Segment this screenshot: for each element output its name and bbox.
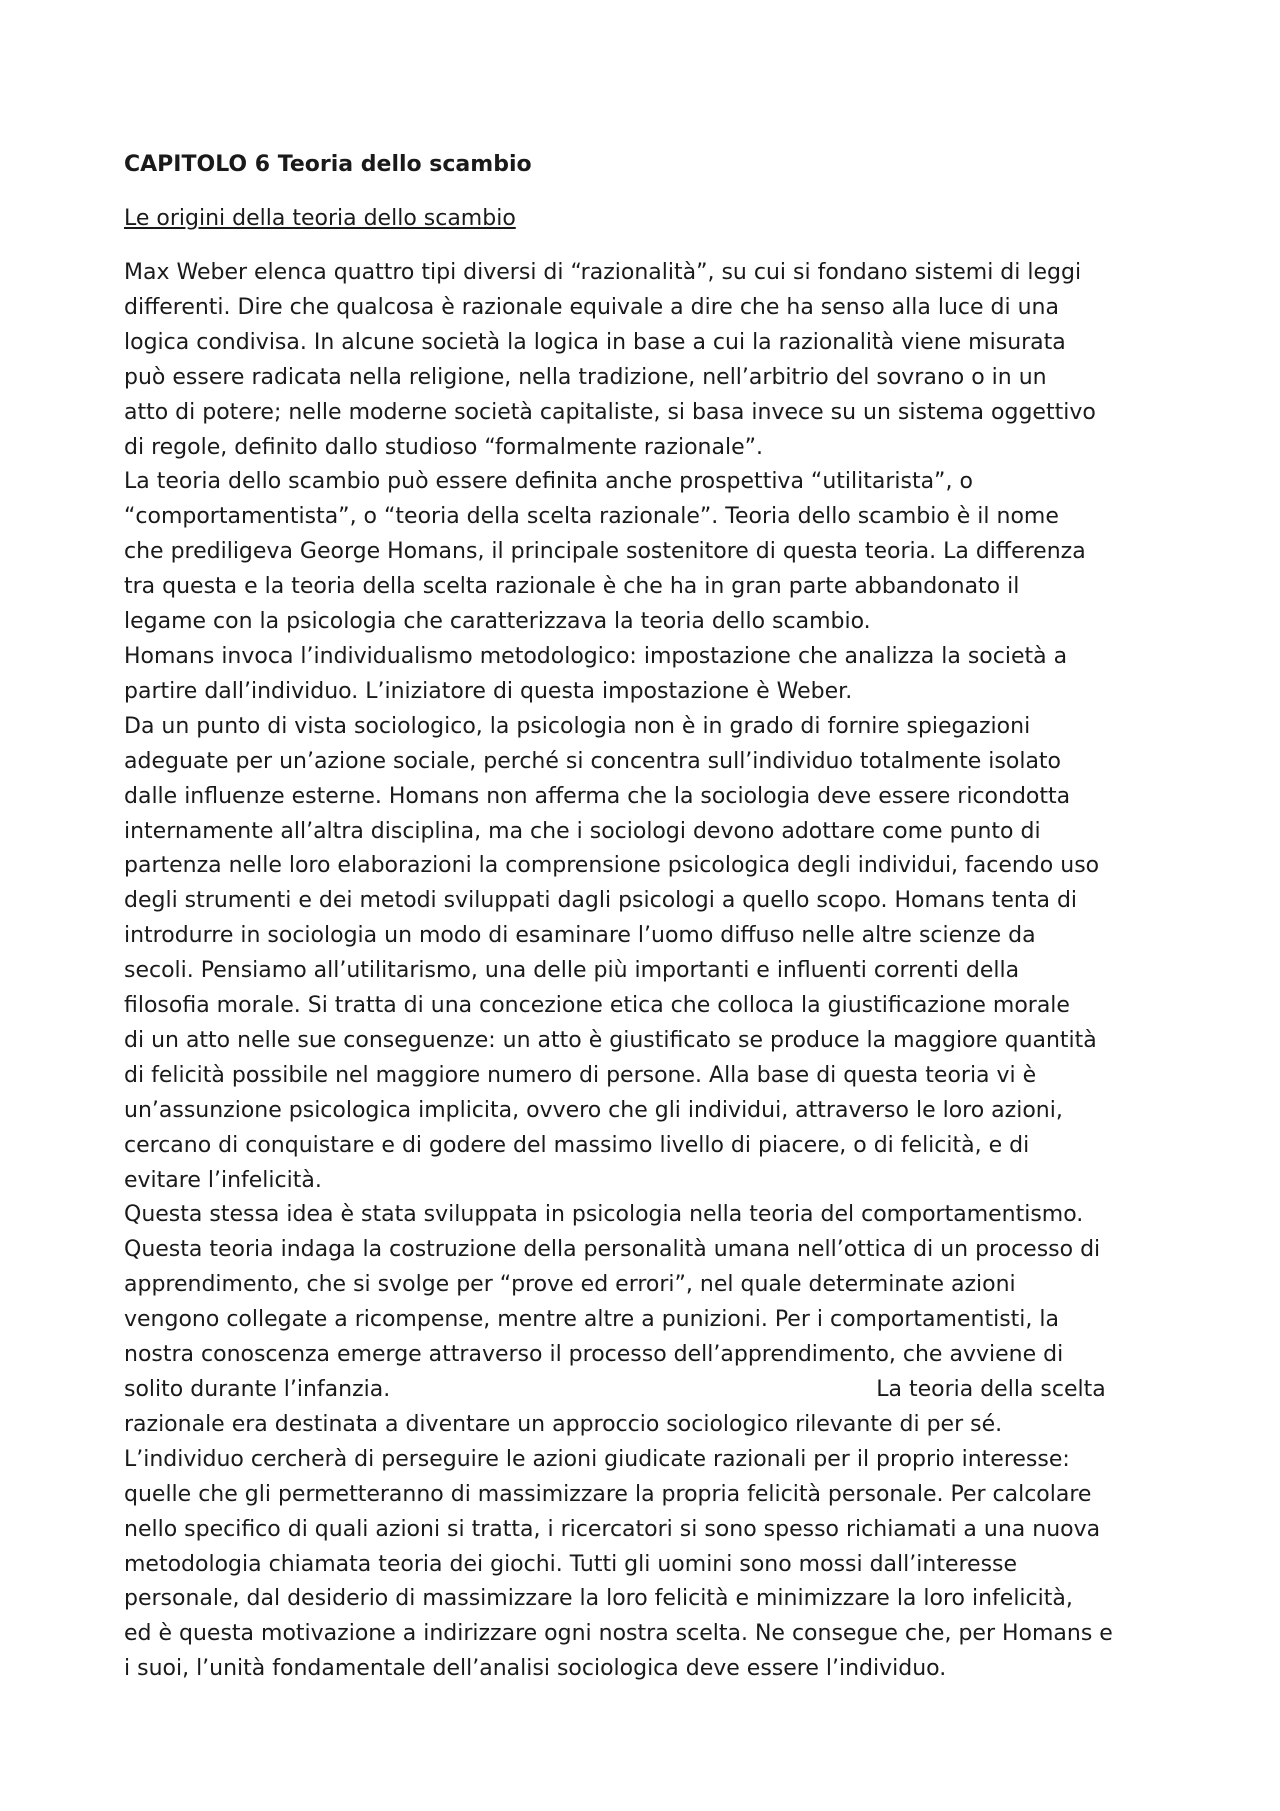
text-line: internamente all’altra disciplina, ma che i sociologi devono adottare come punto di: [124, 818, 1041, 844]
text-line: Max Weber elenca quattro tipi diversi di “razionalità”, su cui si fondano sistemi di leggi: [124, 260, 1082, 285]
text-line: i suoi, l’unità fondamentale dell’analisi sociologica deve essere l’individuo.: [124, 1656, 947, 1682]
text-line: che prediligeva George Homans, il principale sostenitore di questa teoria. La differenza: [124, 539, 1086, 565]
text-line: Da un punto di vista sociologico, la psicologia non è in grado di fornire spiegazioni: [124, 713, 1031, 739]
text-line: introdurre in sociologia un modo di esaminare l’uomo diffuso nelle altre scienze da: [124, 923, 1036, 949]
text-line: partire dall’individuo. L’iniziatore di questa impostazione è Weber.: [124, 678, 853, 704]
text-line: differenti. Dire che qualcosa è razionale equivale a dire che ha senso alla luce di una: [124, 294, 1059, 320]
split-line-left: solito durante l’infanzia.: [124, 1377, 391, 1402]
text-line: L’individuo cercherà di perseguire le azioni giudicate razionali per il proprio interesse:: [124, 1446, 1070, 1472]
text-line: di felicità possibile nel maggiore numero di persone. Alla base di questa teoria vi è: [124, 1062, 1037, 1088]
text-line: un’assunzione psicologica implicita, ovvero che gli individui, attraverso le loro azioni,: [124, 1097, 1063, 1123]
text-line: La teoria dello scambio può essere definita anche prospettiva “utilitarista”, o: [124, 469, 973, 495]
text-line: filosofia morale. Si tratta di una concezione etica che colloca la giustificazione morale: [124, 993, 1070, 1019]
split-text-line: [124, 1373, 1180, 1408]
text-line: ed è questa motivazione a indirizzare ogni nostra scelta. Ne consegue che, per Homans e: [124, 1621, 1113, 1647]
split-line-right: La teoria della scelta: [876, 1377, 1106, 1402]
text-line: quelle che gli permetteranno di massimizzare la propria felicità personale. Per calcolare: [124, 1481, 1092, 1507]
text-line: di regole, definito dallo studioso “formalmente razionale”.: [124, 434, 763, 460]
text-line: logica condivisa. In alcune società la logica in base a cui la razionalità viene misurata: [124, 329, 1066, 355]
text-line: evitare l’infelicità.: [124, 1167, 322, 1193]
text-line: personale, dal desiderio di massimizzare la loro felicità e minimizzare la loro infelicità,: [124, 1586, 1073, 1612]
text-line: Questa stessa idea è stata sviluppata in psicologia nella teoria del comportamentismo.: [124, 1202, 1084, 1228]
body-text: [124, 256, 1180, 1687]
text-line: degli strumenti e dei metodi sviluppati dagli psicologi a quello scopo. Homans tenta di: [124, 888, 1078, 914]
text-line: legame con la psicologia che caratterizzava la teoria dello scambio.: [124, 609, 871, 635]
text-line: metodologia chiamata teoria dei giochi. Tutti gli uomini sono mossi dall’interesse: [124, 1551, 1018, 1577]
text-line: secoli. Pensiamo all’utilitarismo, una delle più importanti e influenti correnti della: [124, 958, 1020, 984]
chapter-title: CAPITOLO 6 Teoria dello scambio: [124, 152, 532, 177]
text-line: di un atto nelle sue conseguenze: un atto è giustificato se produce la maggiore quantità: [124, 1027, 1097, 1053]
text-line: vengono collegate a ricompense, mentre altre a punizioni. Per i comportamentisti, la: [124, 1307, 1059, 1333]
text-line: dalle influenze esterne. Homans non afferma che la sociologia deve essere ricondotta: [124, 783, 1071, 809]
text-line: adeguate per un’azione sociale, perché si concentra sull’individuo totalmente isolato: [124, 748, 1062, 774]
text-line: atto di potere; nelle moderne società capitaliste, si basa invece su un sistema oggettivo: [124, 399, 1096, 425]
text-line: Questa teoria indaga la costruzione della personalità umana nell’ottica di un processo di: [124, 1237, 1101, 1263]
text-line: razionale era destinata a diventare un approccio sociologico rilevante di per sé.: [124, 1411, 1003, 1437]
text-line: tra questa e la teoria della scelta razionale è che ha in gran parte abbandonato il: [124, 574, 1020, 600]
text-line: “comportamentista”, o “teoria della scelta razionale”. Teoria dello scambio è il nome: [124, 504, 1059, 530]
document-page: [124, 148, 1180, 1687]
text-line: può essere radicata nella religione, nella tradizione, nell’arbitrio del sovrano o in un: [124, 364, 1047, 390]
text-line: partenza nelle loro elaborazioni la comprensione psicologica degli individui, facendo uso: [124, 853, 1100, 879]
text-line: cercano di conquistare e di godere del massimo livello di piacere, o di felicità, e di: [124, 1132, 1030, 1158]
text-line: apprendimento, che si svolge per “prove ed errori”, nel quale determinate azioni: [124, 1272, 1016, 1298]
text-line: Homans invoca l’individualismo metodologico: impostazione che analizza la società a: [124, 643, 1068, 669]
section-heading: Le origini della teoria dello scambio: [124, 206, 516, 231]
text-line: nello specifico di quali azioni si tratta, i ricercatori si sono spesso richiamati a una nuova: [124, 1516, 1101, 1542]
text-line: nostra conoscenza emerge attraverso il processo dell’apprendimento, che avviene di: [124, 1342, 1064, 1368]
